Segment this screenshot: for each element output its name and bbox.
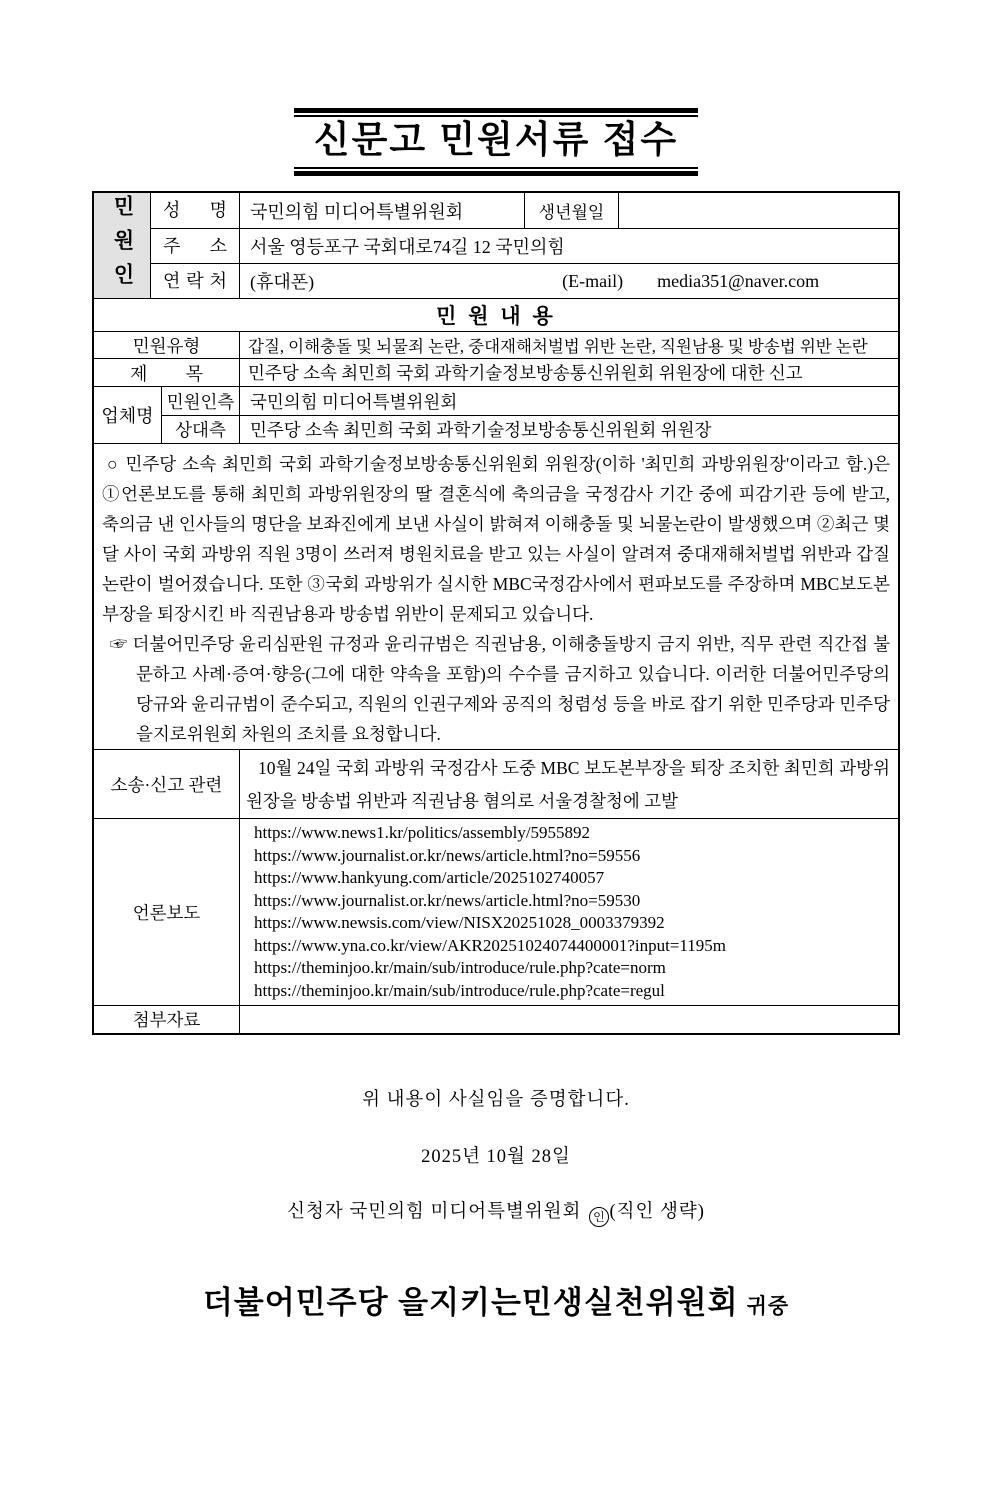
document-title-block	[294, 108, 698, 176]
complaint-type-value: 갑질, 이해충돌 및 뇌물죄 논란, 중대재해처벌법 위반 논란, 직원남용 및 방송법 위반 논란	[248, 337, 868, 356]
document-date: 2025년 10월 28일	[421, 1147, 571, 1167]
petitioner-contact-row	[151, 263, 898, 298]
seal-omitted-note: (직인 생략)	[609, 1202, 705, 1222]
press-url: https://theminjoo.kr/main/sub/introduce/rule.php?cate=norm	[254, 958, 666, 977]
respondent-label: 상대측	[162, 416, 240, 443]
respondent-value: 민주당 소속 최민희 국회 과학기술정보방송통신위원회 위원장	[250, 420, 712, 440]
press-url: https://www.journalist.or.kr/news/article.html?no=59556	[254, 845, 641, 865]
applicant-line	[0, 1197, 992, 1227]
press-url: https://theminjoo.kr/main/sub/introduce/rule.php?cate=regul	[254, 980, 665, 1000]
attachment-label: 첨부자료	[94, 1006, 240, 1033]
press-url: https://www.journalist.or.kr/news/article.html?no=59530	[254, 890, 641, 910]
respondent-row	[162, 415, 898, 443]
lawsuit-label: 소송·신고 관련	[94, 750, 240, 818]
email-value: media351@naver.com	[657, 270, 820, 291]
attachment-value	[240, 1006, 898, 1033]
complaint-body-cell	[94, 443, 898, 749]
petitioner-name-row	[151, 193, 898, 228]
complaint-content-header: 민 원 내 용	[94, 298, 898, 331]
recipient-line	[0, 1277, 992, 1322]
address-label: 주 소	[151, 229, 240, 263]
petitioner-rows	[151, 193, 898, 298]
certification-statement: 위 내용이 사실임을 증명합니다.	[362, 1090, 630, 1110]
name-label: 성 명	[151, 193, 240, 228]
lawsuit-row	[94, 749, 898, 818]
phone-label: (휴대폰)	[250, 272, 315, 292]
lawsuit-value: 10월 24일 국회 과방위 국정감사 도중 MBC 보도본부장을 퇴장 조치한 최민희 과방위원장을 방송법 위반과 직권남용 혐의로 서울경찰청에 고발	[246, 758, 890, 811]
complaint-type-row	[94, 331, 898, 358]
attachment-row	[94, 1005, 898, 1033]
birthdate-value	[618, 193, 898, 228]
complaint-body-paragraph-1: ○ 민주당 소속 최민희 국회 과학기술정보방송통신위원회 위원장(이하 '최민희 과방위원장'이라고 함.)은 ①언론보도를 통해 최민희 과방위원장의 딸 결혼식에 축의금을 국정감사 기간 중에 피감기관 등에 받고, 축의금 낸 인사들의 명단을 보좌진에게 보낸 사실이 밝혀져 이해충돌 및 뇌물논란이 발생했으며 ②최근 몇 달 사이 국회 과방위 직원 3명이 쓰러져 병원치료을 받고 있는 사실이 알려져 중대재해처벌법 위반과 갑질논란이 벌어졌습니다. 또한 ③국회 과방위가 실시한 MBC국정감사에서 편파보도를 주장하며 MBC보도본부장을 퇴장시킨 바 직권남용과 방송법 위반이 문제되고 있습니다.	[102, 454, 890, 624]
page-title: 신문고 민원서류 접수	[313, 119, 679, 160]
subject-value: 민주당 소속 최민희 국회 과학기술정보방송통신위원회 위원장에 대한 신고	[248, 363, 803, 383]
email-label: (E-mail)	[562, 270, 624, 291]
name-value: 국민의힘 미디어특별위원회	[250, 201, 464, 222]
complainant-value: 국민의힘 미디어특별위원회	[250, 391, 458, 412]
press-url: https://www.yna.co.kr/view/AKR20251024074400001?input=1195m	[254, 935, 727, 955]
press-label: 언론보도	[94, 819, 240, 1005]
contact-label: 연 락 처	[151, 264, 240, 298]
press-url: https://www.hankyung.com/article/2025102740057	[254, 868, 605, 887]
contact-value-cell	[240, 264, 898, 298]
complaint-type-label: 민원유형	[94, 332, 240, 358]
press-url: https://www.news1.kr/politics/assembly/5955892	[254, 823, 591, 842]
recipient-honorific: 귀중	[746, 1294, 790, 1318]
petitioner-vertical-header-cell	[94, 193, 151, 298]
applicant-name: 신청자 국민의힘 미디어특별위원회	[287, 1202, 582, 1222]
press-row	[94, 818, 898, 1005]
birthdate-label: 생년월일	[524, 193, 618, 228]
petition-document-page	[0, 108, 992, 1322]
company-label: 업체명	[94, 387, 162, 443]
subject-row	[94, 358, 898, 386]
press-url-list	[240, 819, 898, 1005]
press-url: https://www.newsis.com/view/NISX20251028_0003379392	[254, 913, 665, 932]
complainant-row	[162, 387, 898, 415]
seal-icon: 인	[589, 1207, 609, 1227]
subject-label: 제 목	[130, 363, 203, 384]
address-value: 서울 영등포구 국회대로74길 12 국민의힘	[250, 237, 565, 257]
petition-form-table	[92, 191, 900, 1035]
parties-subrows	[162, 387, 898, 443]
complainant-label: 민원인측	[162, 387, 240, 415]
parties-row	[94, 386, 898, 443]
document-title-inner-rule	[294, 115, 698, 169]
recipient-name: 더불어민주당 을지키는민생실천위원회	[202, 1284, 739, 1320]
subject-label-cell	[94, 359, 240, 386]
petitioner-address-row	[151, 228, 898, 263]
petitioner-section	[94, 193, 898, 298]
petitioner-header-label: 민원인	[111, 194, 134, 297]
complaint-body-paragraph-2: ☞ 더불어민주당 윤리심판원 규정과 윤리규범은 직권남용, 이해충돌방지 금지 위반, 직무 관련 직간접 불문하고 사례·증여·향응(그에 대한 약속을 포함)의 수수를 금지하고 있습니다. 이러한 더불어민주당의 당규와 윤리규범이 준수되고, 직원의 인권구제와 공직의 청렴성 등을 바로 잡기 위한 민주당과 민주당을지로위원회 차원의 조치를 요청합니다.	[110, 634, 890, 744]
